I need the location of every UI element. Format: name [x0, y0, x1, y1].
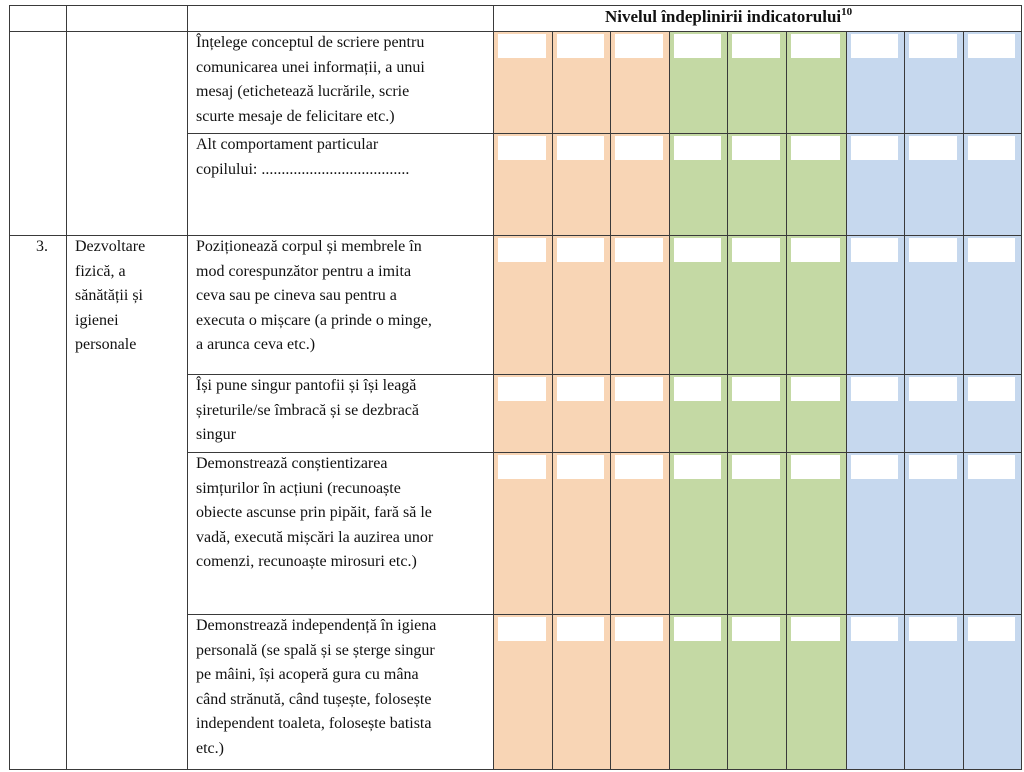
rating-checkbox[interactable]: [615, 455, 663, 479]
rating-checkbox[interactable]: [498, 34, 546, 58]
rating-checkbox[interactable]: [498, 377, 546, 401]
rating-checkbox[interactable]: [615, 377, 663, 401]
rating-checkbox[interactable]: [557, 377, 604, 401]
indicator-text: Poziționează corpul și membrele în mod corespunzător pentru a imita ceva sau pe cineva sau pentru a executa o mișcare (a prinde o minge, a arunca ceva etc.): [196, 238, 432, 353]
rating-checkbox[interactable]: [732, 34, 780, 58]
table-border-bottom: [9, 769, 1021, 770]
rating-checkbox[interactable]: [909, 455, 957, 479]
column-divider: [963, 31, 964, 770]
rating-checkbox[interactable]: [674, 34, 721, 58]
rating-checkbox[interactable]: [732, 377, 780, 401]
row-number: 3.: [36, 238, 48, 255]
column-divider: [846, 31, 847, 770]
column-divider: [66, 5, 67, 770]
rating-checkbox[interactable]: [732, 455, 780, 479]
indicator-text: Demonstrează conștientizarea simțurilor în acțiuni (recunoaște obiecte ascunse prin pipăit, fară să le vadă, execută mișcări la auzirea unor comenzi, recunoaște mirosuri etc.): [196, 455, 434, 570]
rating-checkbox[interactable]: [557, 617, 604, 641]
rating-checkbox[interactable]: [615, 34, 663, 58]
rating-checkbox[interactable]: [674, 455, 721, 479]
rating-checkbox[interactable]: [674, 617, 721, 641]
rating-checkbox[interactable]: [557, 238, 604, 262]
rating-checkbox[interactable]: [851, 136, 898, 160]
rating-checkbox[interactable]: [498, 617, 546, 641]
rating-checkbox[interactable]: [791, 34, 840, 58]
rating-checkbox[interactable]: [909, 617, 957, 641]
table-header-title: [605, 6, 852, 27]
rating-checkbox[interactable]: [674, 136, 721, 160]
column-divider: [669, 31, 670, 770]
rating-checkbox[interactable]: [791, 238, 840, 262]
column-divider: [9, 5, 10, 770]
rating-checkbox[interactable]: [732, 238, 780, 262]
table-border-top: [9, 5, 1021, 6]
rating-checkbox[interactable]: [732, 136, 780, 160]
rating-checkbox[interactable]: [851, 617, 898, 641]
column-divider: [610, 31, 611, 770]
indicator-text: Alt comportament particular copilului: .....................................: [196, 136, 410, 178]
column-divider: [727, 31, 728, 770]
header-title-text: Nivelul îndeplinirii indicatorului: [605, 7, 842, 26]
rating-checkbox[interactable]: [968, 34, 1015, 58]
indicator-text: Demonstrează independență în igiena personală (se spală și se șterge singur pe mâini, își acoperă gura cu mâna când strănută, când tușește, folosește independent toaleta, folosește batista etc.): [196, 617, 437, 757]
rating-checkbox[interactable]: [557, 136, 604, 160]
indicator-text: Înțelege conceptul de scriere pentru comunicarea unei informații, a unui mesaj (etichetează lucrările, scrie scurte mesaje de felicitare etc.): [196, 34, 425, 125]
rating-checkbox[interactable]: [968, 455, 1015, 479]
rating-checkbox[interactable]: [909, 34, 957, 58]
rating-checkbox[interactable]: [909, 136, 957, 160]
rating-checkbox[interactable]: [909, 377, 957, 401]
column-divider: [187, 5, 188, 770]
rating-checkbox[interactable]: [968, 617, 1015, 641]
rating-checkbox[interactable]: [909, 238, 957, 262]
indicator-text: Își pune singur pantofii și își leagă șireturile/se îmbracă și se dezbracă singur: [196, 377, 419, 443]
rating-checkbox[interactable]: [968, 377, 1015, 401]
rating-checkbox[interactable]: [968, 136, 1015, 160]
rating-checkbox[interactable]: [615, 238, 663, 262]
column-divider: [493, 5, 494, 770]
development-domain: Dezvoltare fizică, a sănătății și igienei personale: [75, 238, 146, 353]
rating-checkbox[interactable]: [557, 455, 604, 479]
rating-checkbox[interactable]: [557, 34, 604, 58]
rating-checkbox[interactable]: [791, 617, 840, 641]
rating-checkbox[interactable]: [498, 455, 546, 479]
rating-checkbox[interactable]: [968, 238, 1015, 262]
rating-checkbox[interactable]: [851, 455, 898, 479]
column-divider: [904, 31, 905, 770]
rating-checkbox[interactable]: [851, 238, 898, 262]
rating-checkbox[interactable]: [615, 617, 663, 641]
rating-checkbox[interactable]: [674, 377, 721, 401]
rating-checkbox[interactable]: [851, 377, 898, 401]
rating-checkbox[interactable]: [851, 34, 898, 58]
footnote-reference: 10: [841, 6, 853, 18]
rating-checkbox[interactable]: [732, 617, 780, 641]
rating-checkbox[interactable]: [498, 136, 546, 160]
rating-checkbox[interactable]: [498, 238, 546, 262]
rating-checkbox[interactable]: [674, 238, 721, 262]
rating-checkbox[interactable]: [791, 136, 840, 160]
rating-checkbox[interactable]: [615, 136, 663, 160]
column-divider: [552, 31, 553, 770]
rating-checkbox[interactable]: [791, 455, 840, 479]
header-divider: [9, 31, 1021, 32]
rating-checkbox[interactable]: [791, 377, 840, 401]
column-divider: [1021, 5, 1022, 770]
column-divider: [786, 31, 787, 770]
